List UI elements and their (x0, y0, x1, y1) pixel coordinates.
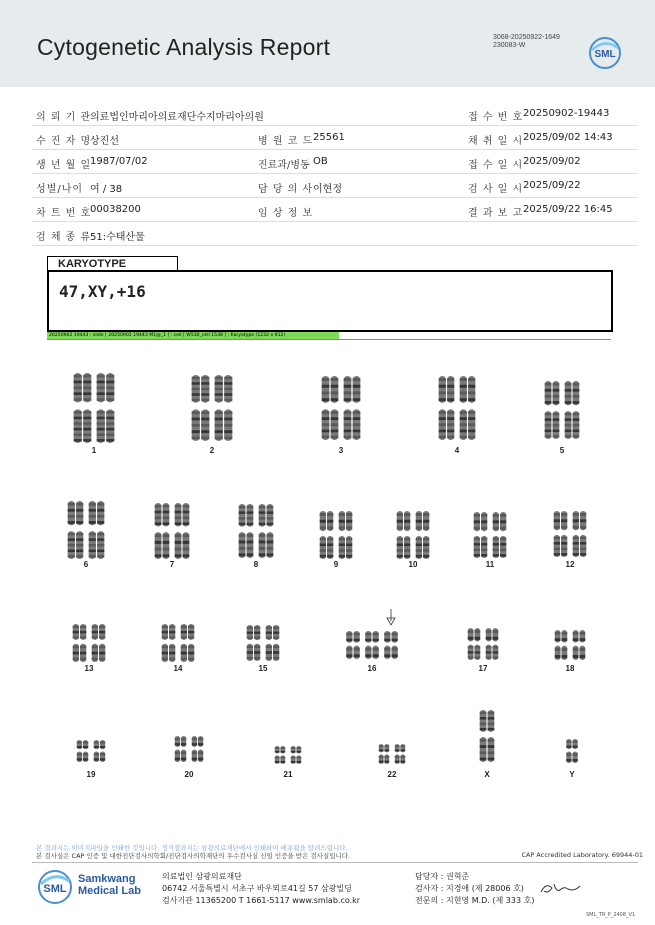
signature (538, 880, 583, 896)
slide-info-bar (47, 332, 611, 340)
doctor-value: 이현정 (313, 184, 342, 195)
chromosome (320, 511, 334, 559)
sex-age-value: 여 / 38 (90, 184, 123, 195)
collected-label: 채 취 일 시 (468, 136, 524, 147)
info-row (32, 102, 638, 126)
dob-label: 생 년 월 일 (36, 160, 92, 171)
staff-list: 담당자 : 권혁준 검사자 : 지경애 (제 28006 호) 전문의 : 지현영 M.D. (제 333 호) (415, 872, 535, 905)
info-row (32, 222, 638, 246)
chromosome-label-22: 22 (387, 770, 397, 779)
chromosome (416, 511, 430, 559)
chromosome-label-13: 13 (84, 664, 94, 673)
chromosome (92, 624, 106, 662)
chromosome (68, 501, 84, 559)
chromosome (97, 373, 115, 443)
info-row (32, 198, 638, 222)
chromosome-label-11: 11 (485, 560, 495, 569)
dept-value: OB (313, 156, 328, 167)
reported-value: 2025/09/22 16:45 (523, 204, 613, 215)
chromosome (339, 511, 353, 559)
chromosome-label-21: 21 (283, 770, 293, 779)
chromosome-label-6: 6 (83, 560, 89, 569)
chromosome-label-Y: Y (569, 770, 575, 779)
chromosome (291, 746, 301, 764)
chromosome (73, 624, 87, 662)
chromosome (397, 511, 411, 559)
chromosome (554, 511, 568, 557)
svg-text:SML: SML (594, 49, 616, 60)
chromosome (181, 624, 195, 662)
chromosome (344, 376, 361, 440)
collected-value: 2025/09/02 14:43 (523, 132, 613, 143)
received-value: 2025/09/02 (523, 156, 581, 167)
chromosome (573, 630, 585, 660)
patient-info-table (32, 102, 638, 246)
chromosome (77, 740, 88, 762)
chromosome (275, 746, 285, 764)
specimen-value: 51:수태산물 (90, 232, 145, 243)
dept-label: 진료과/병동 (258, 160, 310, 171)
chromosome (322, 376, 339, 440)
report-header (0, 0, 655, 87)
chromosome (384, 631, 398, 659)
info-row (32, 126, 638, 150)
chromosome (493, 512, 507, 558)
chromosome (94, 740, 105, 762)
chromosome-label-17: 17 (478, 664, 488, 673)
chromosome (573, 511, 587, 557)
institution-value: 의료법인마리아의료재단수지마리아의원 (90, 112, 264, 123)
chromosome-label-20: 20 (184, 770, 194, 779)
dob-value: 1987/07/02 (90, 156, 148, 167)
tested-value: 2025/09/22 (523, 180, 581, 191)
chromosome-label-2: 2 (209, 446, 215, 455)
chromosome (346, 631, 360, 659)
info-row (32, 174, 638, 198)
svg-text:SML: SML (43, 883, 67, 895)
chart-no-label: 차 트 번 호 (36, 208, 92, 219)
chromosome (565, 381, 580, 439)
chromosome (468, 628, 480, 660)
lab-address: 의료법인 삼광의료재단 06742 서울특별시 서초구 바우뫼로41길 57 삼광빌딩 검사기관 11365200 T 1661-5117 www.smlab.co.kr (162, 872, 361, 905)
chromosome (89, 501, 105, 559)
trisomy-arrow-icon (387, 609, 395, 625)
chromosome-label-16: 16 (367, 664, 377, 673)
chromosome-label-9: 9 (333, 560, 339, 569)
chromosome (474, 512, 488, 558)
chromosome (460, 376, 476, 440)
report-title: Cytogenetic Analysis Report (37, 34, 331, 60)
sml-logo (588, 36, 622, 70)
chromosome-label-1: 1 (91, 446, 97, 455)
chromosome-label-10: 10 (408, 560, 418, 569)
clinical-label: 임 상 정 보 (258, 208, 314, 219)
chromosome (486, 628, 498, 660)
karyotype-result: 47,XY,+16 (59, 282, 146, 301)
chromosome-label-X: X (484, 770, 490, 779)
info-row (32, 150, 638, 174)
chromosome (247, 625, 261, 661)
chromosome-label-4: 4 (454, 446, 460, 455)
chromosome (439, 376, 455, 440)
chromosome (192, 736, 203, 762)
chromosome (545, 381, 560, 439)
lab-name: Samkwang Medical Lab (78, 873, 141, 897)
print-notice: 본 결과지는 이미지파일을 인쇄한 것입니다. 정식결과지는 삼광의료재단에서 인쇄하여 배포됨을 알려드립니다. (36, 844, 348, 852)
chromosome-label-14: 14 (173, 664, 183, 673)
chromosome (162, 624, 176, 662)
chromosome-label-12: 12 (565, 560, 575, 569)
hospital-code-label: 병 원 코 드 (258, 136, 314, 147)
chromosome-label-19: 19 (86, 770, 96, 779)
chromosome (266, 625, 280, 661)
chromosome (239, 504, 254, 558)
institution-label: 의 뢰 기 관 (36, 112, 92, 123)
karyotype-label: KARYOTYPE (47, 256, 178, 270)
receipt-no-label: 접 수 번 호 (468, 112, 524, 123)
chromosome (155, 503, 170, 559)
accreditation-notice: 본 검사실은 CAP 인증 및 대한진단검사의학회/진단검사의학재단의 우수검사실 신임 인증을 받은 검사실입니다. (36, 852, 351, 860)
tested-label: 검 사 일 시 (468, 184, 524, 195)
receipt-no-value: 20250902-19443 (523, 108, 610, 119)
slide-info: 20250902 19443 : slide [ 20250902 19443 M1@_1 ] : cell [ W530_cell 1538 ] : Karyotype (1232 x 912) (47, 332, 339, 339)
name-value: 상진선 (90, 136, 119, 147)
reported-label: 결 과 보 고 (468, 208, 524, 219)
chromosome (566, 739, 577, 763)
doctor-label: 담 당 의 사 (258, 184, 314, 195)
sex-age-label: 성별/나이 (36, 184, 84, 195)
chromosome (175, 503, 190, 559)
chromosome (379, 744, 389, 764)
karyogram-image (0, 345, 655, 785)
specimen-label: 검 체 종 류 (36, 232, 92, 243)
chromosome (365, 631, 379, 659)
chromosome-label-7: 7 (169, 560, 175, 569)
chromosome (395, 744, 405, 764)
chromosome (259, 504, 274, 558)
chromosome-label-3: 3 (338, 446, 344, 455)
hospital-code-value: 25561 (313, 132, 345, 143)
chromosome (480, 710, 495, 762)
chart-no-value: 00038200 (90, 204, 141, 215)
karyotype-result-box (47, 270, 613, 332)
chromosome (215, 375, 233, 441)
chromosome-label-5: 5 (559, 446, 565, 455)
chromosome-label-18: 18 (565, 664, 575, 673)
chromosome-label-8: 8 (253, 560, 259, 569)
chromosome (555, 630, 567, 660)
cap-accreditation: CAP Accredited Laboratory. 69944-01 (521, 851, 643, 859)
sml-footer-logo (36, 868, 74, 906)
received-label: 접 수 일 시 (468, 160, 524, 171)
chromosome-label-15: 15 (258, 664, 268, 673)
chromosome (175, 736, 186, 762)
chromosome (192, 375, 210, 441)
document-id: 3068-20250922-1649 230083-W (493, 34, 560, 49)
form-version: SML_TR_P_2408_V1 (586, 912, 636, 918)
chromosome (74, 373, 92, 443)
footer-divider (32, 862, 638, 863)
name-label: 수 진 자 명 (36, 136, 92, 147)
